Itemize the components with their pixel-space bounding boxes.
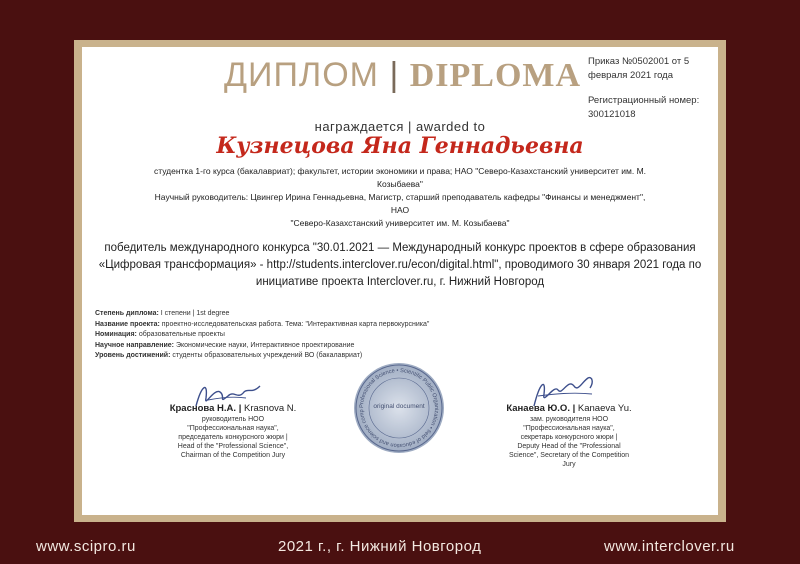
detail-value: Экономические науки, Интерактивное проектирование — [175, 341, 355, 349]
left-signer-name-ru: Краснова Н.А. — [169, 403, 237, 414]
winner-line: победитель международного конкурса "30.01.2021 — Международный конкурс проектов в сфере образования — [104, 242, 696, 254]
detail-label: Научное направление — [95, 341, 172, 349]
left-signer-line: Head of the "Professional Science", — [177, 443, 289, 450]
detail-value: студенты образовательных учреждений ВО (бакалавриат) — [172, 352, 363, 359]
detail-row: Уровень достижений: студенты образовательных учреждений ВО (бакалавриат) — [95, 352, 363, 359]
registration-number: 300121018 — [588, 109, 636, 120]
left-signer-block — [148, 402, 318, 460]
left-signer-line: Chairman of the Competition Jury — [180, 452, 286, 459]
detail-value: I степени | 1st degree — [160, 310, 230, 317]
winner-line: инициативе проекта Interclover.ru, г. Нижний Новгород — [255, 276, 545, 288]
title-ru: ДИПЛОМ — [224, 56, 379, 94]
info-line: студентка 1-го курса (бакалавриат); факультет, истории экономики и права; НАО "Северо-Казахстанский университет им. М. Козыбаева" — [153, 166, 647, 189]
detail-label: Уровень достижений — [95, 352, 169, 359]
detail-value: образовательные проекты — [138, 331, 225, 338]
official-stamp — [354, 363, 444, 453]
right-signer-name-ru: Канаева Ю.О. — [506, 403, 570, 414]
right-signer-line: "Профессиональная наука", — [523, 425, 615, 432]
right-signer-line: секретарь конкурсного жюри | — [520, 434, 618, 441]
right-signer-block — [484, 402, 654, 469]
winner-line: «Цифровая трансформация» - http://students.interclover.ru/econ/digital.html", проводимого 30 января 2021 года по — [98, 259, 702, 271]
diploma-title — [224, 56, 584, 95]
footer-right-link[interactable]: www.interclover.ru — [604, 538, 735, 555]
info-line: "Северо-Казахстанский университет им. М. Козыбаева" — [290, 218, 510, 228]
title-en: DIPLOMA — [409, 57, 582, 94]
detail-row: Научное направление: Экономические науки, Интерактивное проектирование — [95, 341, 355, 349]
detail-row: Номинация: образовательные проекты — [95, 331, 225, 338]
right-signer-line: Science", Secretary of the Competition — [509, 452, 629, 459]
left-signer-line: "Профессиональная наука", — [187, 425, 279, 432]
right-signer-line: Jury — [562, 461, 576, 468]
footer-left-link[interactable]: www.scipro.ru — [36, 538, 136, 555]
title-separator: | — [389, 56, 400, 94]
right-signer-line: зам. руководителя НОО — [529, 416, 609, 423]
info-line: Научный руководитель: Цвингер Ирина Геннадьевна, Магистр, старший преподаватель кафедры "Финансы и менеджмент", НАО — [154, 192, 646, 215]
left-signer-line: руководитель НОО — [201, 416, 265, 423]
recipient-name: Кузнецова Яна Геннадьевна — [216, 133, 584, 159]
order-text: Приказ №0502001 от 5 февраля 2021 года — [588, 56, 690, 81]
stamp-ring-text: Professional Science • Scientific Public Organization • field of education and science comp — [358, 367, 440, 449]
right-signer-name: Канаева Ю.О. | Kanaeva Yu. — [506, 403, 632, 414]
stamp-label: original document — [373, 403, 425, 410]
awarded-text: награждается | awarded to — [314, 119, 486, 134]
left-signer-line: председатель конкурсного жюри | — [178, 434, 288, 441]
right-signer-name-en: Kanaeva Yu. — [577, 403, 632, 414]
footer-location: 2021 г., г. Нижний Новгород — [278, 538, 482, 555]
detail-row: Название проекта: проектно-исследовательская работа. Тема: "Интерактивная карта первокурсника" — [95, 320, 430, 328]
registration-label: Регистрационный номер: — [588, 95, 700, 106]
registration-block — [588, 94, 708, 122]
details-list — [95, 309, 555, 362]
left-signer-name: Краснова Н.А. | Krasnova N. — [169, 403, 297, 414]
left-signer-name-en: Krasnova N. — [244, 403, 297, 414]
winner-statement — [95, 240, 705, 291]
detail-value: проектно-исследовательская работа. Тема: "Интерактивная карта первокурсника" — [161, 320, 430, 328]
detail-label: Название проекта — [95, 320, 158, 328]
detail-label: Степень диплома — [95, 310, 157, 317]
right-signer-line: Deputy Head of the "Professional — [517, 443, 621, 450]
recipient-info — [150, 165, 650, 230]
detail-label: Номинация — [95, 331, 135, 338]
detail-row: Степень диплома: I степени | 1st degree — [95, 310, 230, 317]
